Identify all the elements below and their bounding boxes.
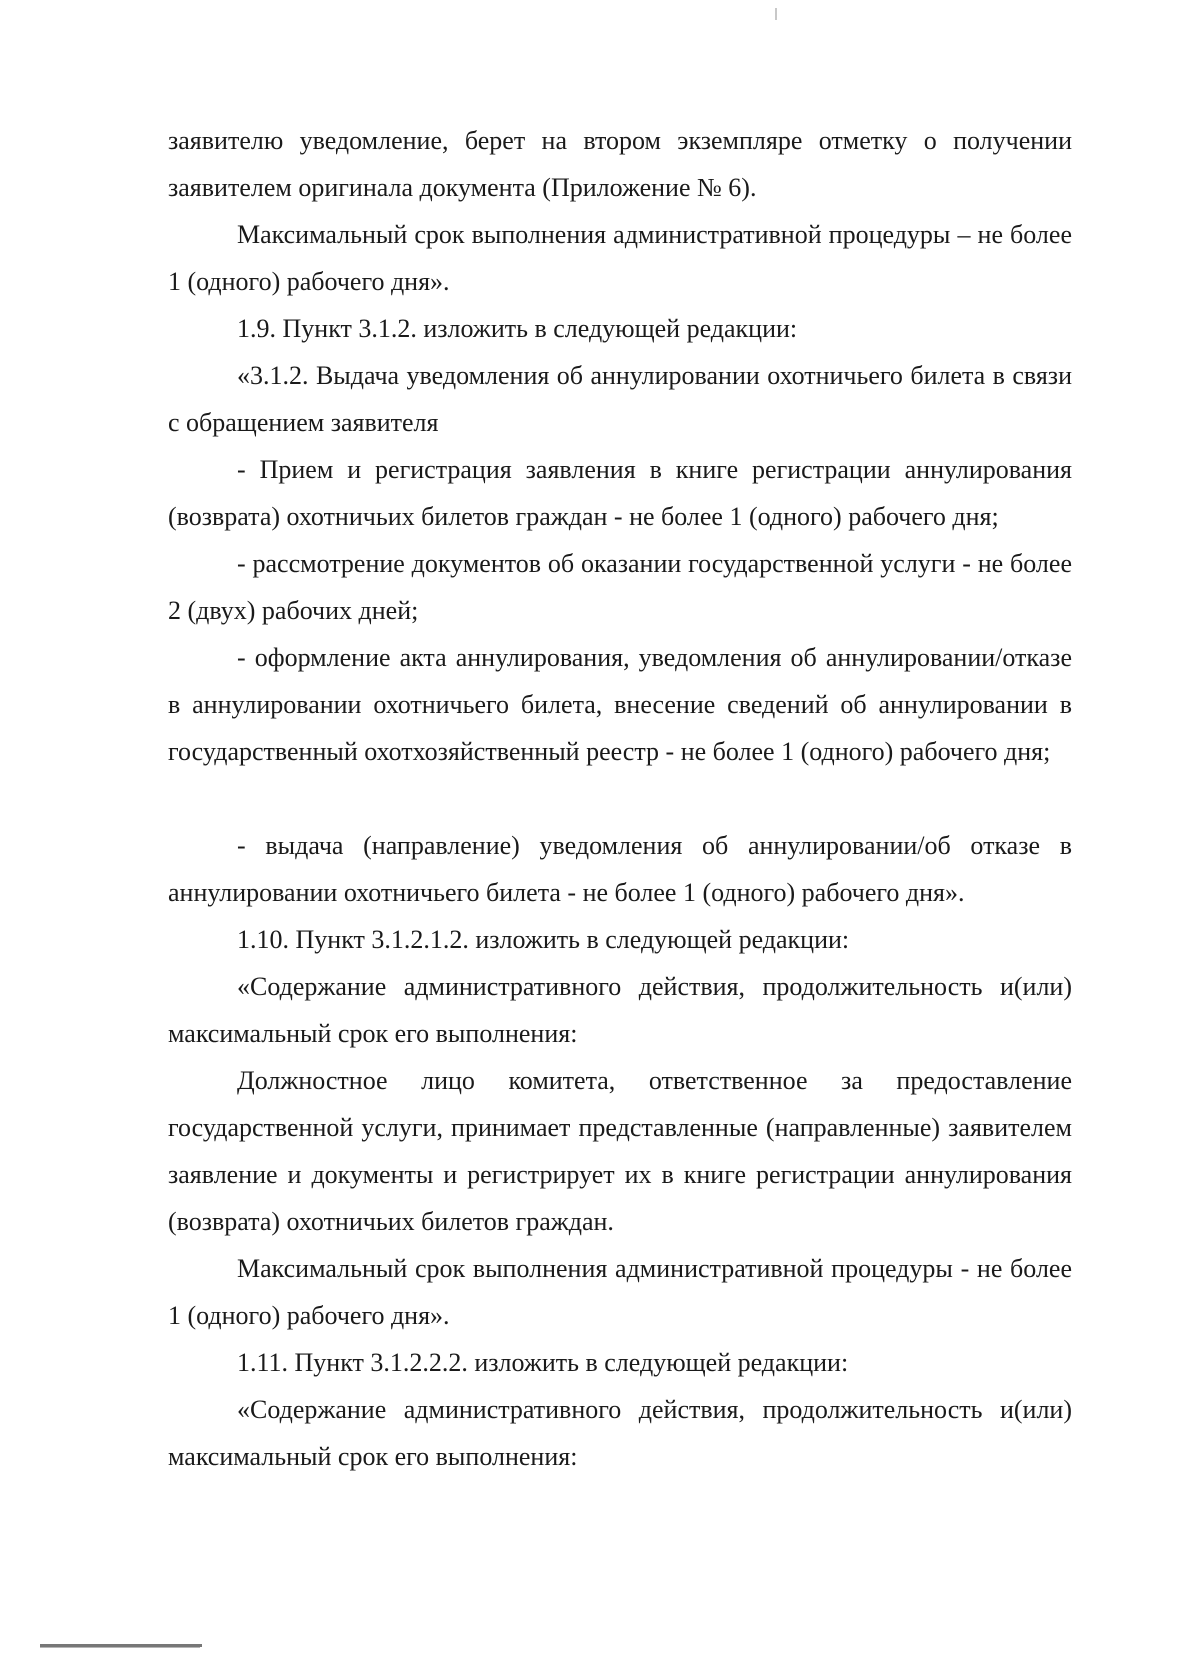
footer-rule-shadow bbox=[40, 1647, 200, 1648]
paragraph-item-1-10: 1.10. Пункт 3.1.2.1.2. изложить в следующей редакции: bbox=[237, 925, 850, 954]
paragraph-issuance: - выдача (направление) уведомления об аннулировании/об отказе в аннулировании охотничьего билета - не более 1 (одного) рабочего дня». bbox=[168, 831, 1072, 907]
paragraph-content-2: «Содержание административного действия, продолжительность и(или) максимальный срок его выполнения: bbox=[168, 1395, 1072, 1471]
paragraph-deadline-1: Максимальный срок выполнения административной процедуры – не более 1 (одного) рабочего дня». bbox=[168, 220, 1072, 296]
paragraph-3-1-2: «3.1.2. Выдача уведомления об аннулировании охотничьего билета в связи с обращением заявителя bbox=[168, 361, 1072, 437]
paragraph-reception: - Прием и регистрация заявления в книге регистрации аннулирования (возврата) охотничьих билетов граждан - не более 1 (одного) рабочего дня; bbox=[168, 455, 1072, 531]
paragraph-deadline-2: Максимальный срок выполнения административной процедуры - не более 1 (одного) рабочего дня». bbox=[168, 1254, 1072, 1330]
paragraph-item-1-11: 1.11. Пункт 3.1.2.2.2. изложить в следующей редакции: bbox=[237, 1348, 849, 1377]
paragraph-continuation: заявителю уведомление, берет на втором экземпляре отметку о получении заявителем оригинала документа (Приложение № 6). bbox=[168, 126, 1072, 202]
paragraph-registration: - оформление акта аннулирования, уведомления об аннулировании/отказе в аннулировании охотничьего билета, внесение сведений об аннулировании в государственный охотхозяйственный реестр - не более 1 (одного) рабочего дня; bbox=[168, 643, 1072, 766]
paragraph-content-1: «Содержание административного действия, продолжительность и(или) максимальный срок его выполнения: bbox=[168, 972, 1072, 1048]
scan-mark bbox=[775, 8, 777, 20]
paragraph-official: Должностное лицо комитета, ответственное за предоставление государственной услуги, принимает представленные (направленные) заявителем заявление и документы и регистрирует их в книге регистрации аннулирования (возврата) охотничьих билетов граждан. bbox=[168, 1066, 1072, 1236]
paragraph-item-1-9: 1.9. Пункт 3.1.2. изложить в следующей редакции: bbox=[237, 314, 798, 343]
paragraph-review: - рассмотрение документов об оказании государственной услуги - не более 2 (двух) рабочих дней; bbox=[168, 549, 1072, 625]
